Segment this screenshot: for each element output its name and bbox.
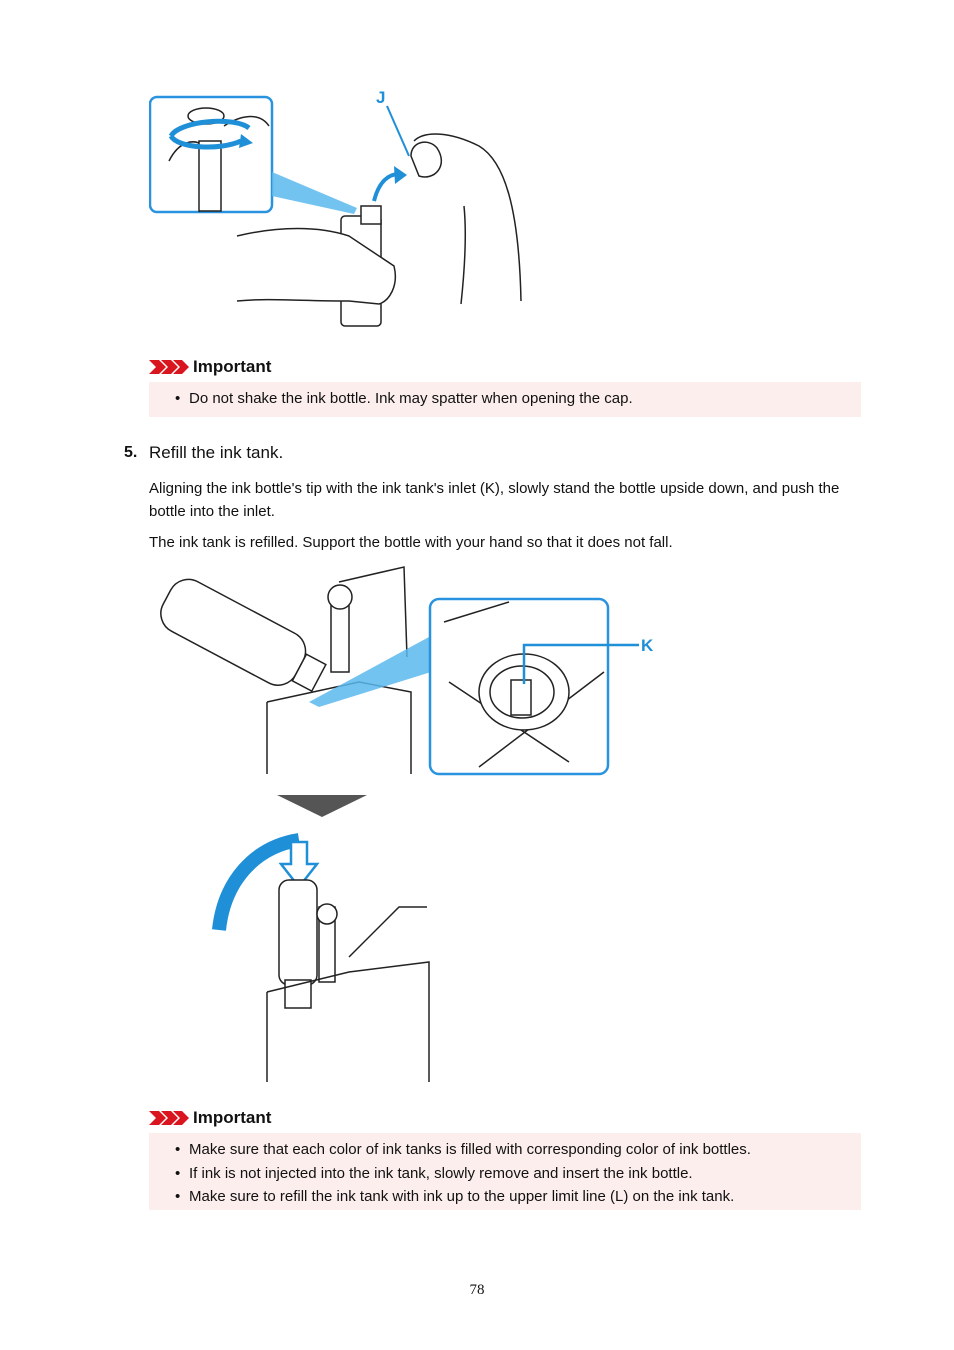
- step-title: Refill the ink tank.: [149, 443, 284, 462]
- important-list: [149, 1138, 861, 1209]
- important-label: Important: [193, 357, 272, 376]
- step-paragraph: Aligning the ink bottle's tip with the ink tank's inlet (K), slowly stand the bottle upside down, and push the bottle into the inlet.: [149, 480, 840, 520]
- step-number: 5.: [124, 444, 138, 461]
- figure-remove-cap-illustration: [149, 86, 529, 336]
- page-number: 78: [469, 1282, 485, 1298]
- important-header: [149, 356, 271, 378]
- callout-label-j: J: [376, 88, 386, 107]
- important-header: [149, 1107, 271, 1129]
- important-chevrons-icon: [149, 1109, 189, 1127]
- callout-label-k: K: [641, 636, 654, 655]
- important-list: [149, 387, 861, 411]
- important-label: Important: [193, 1108, 272, 1127]
- important-item: • Make sure that each color of ink tanks is filled with corresponding color of ink bottles.: [175, 1138, 861, 1162]
- important-box: [149, 1133, 861, 1210]
- important-item: • Do not shake the ink bottle. Ink may spatter when opening the cap.: [175, 387, 861, 411]
- important-box: [149, 382, 861, 417]
- important-item: • Make sure to refill the ink tank with ink up to the upper limit line (L) on the ink tank.: [175, 1185, 861, 1209]
- step-paragraph: The ink tank is refilled. Support the bottle with your hand so that it does not fall.: [149, 534, 673, 551]
- important-chevrons-icon: [149, 358, 189, 376]
- important-item: • If ink is not injected into the ink tank, slowly remove and insert the ink bottle.: [175, 1162, 861, 1186]
- figure-refill-tank-illustration: [149, 562, 661, 1087]
